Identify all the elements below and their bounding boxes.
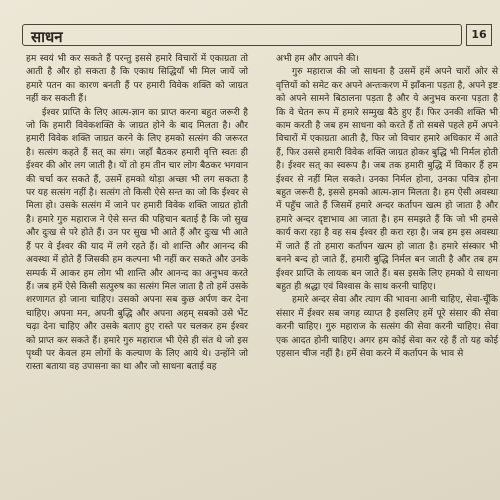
paragraph: ईश्वर प्राप्ति के लिए आत्म-ज्ञान का प्राप्त करना बहुत जरूरी है जो कि हमारी विवेकशक्ति के जाग्रत होने के बाद मिलता है। और हमारी विवेक शक्ति जाग्रत करने के लिए हमको सत्संग की जरूरत है। सत्संग कहते हैं सत् का संग। जहाँ बैठकर हमारी वृत्ति स्वतः ही ईश्वर की ओर लग जाती है। यों तो हम तीन चार लोग बैठकर भगवान की चर्चा कर सकते हैं, उसमें हमको थोड़ा अच्छा भी लग सकता है पर यह सत्संग नहीं है। सत्संग तो किसी ऐसे सन्त का जो कि ईश्वर से मिला हो। उसके सत्संग में जाने पर हमारी विवेक शक्ति जाग्रत होती है। हमारे गुरु महाराज ने ऐसे सन्त की पहिचान बताई है कि जो सुख और दुःख से परे होते हैं। उन पर सुख भी आते हैं और दुःख भी आते हैं पर वे ईश्वर की याद में लगे रहते हैं। वो शान्ति और आनन्द की अवस्था में होते हैं जिसकी हम कल्पना भी नहीं कर सकते और उनके सम्पर्क में आकर हम लोग भी शान्ति और आनन्द का अनुभव करते हैं। जब हमें ऐसे किसी सत्पुरुष का सत्संग मिल जाता है तो हमें उसके शरणागत हो जाना चाहिए। उसको अपना सब कुछ अर्पण कर देना चाहिए। अपना मन, अपनी बुद्धि और अपना अहम् सबको उसे भेंट चढ़ा देना चाहिए और उसके बताए हुए रास्ते पर चलकर हम ईश्वर को प्राप्त कर सकते हैं। हमारे गुरु महाराज भी ऐसे ही संत थे जो इस पृथ्वी पर केवल हम लोगों के कल्याण के लिए आये थे। उन्होंने जो रास्ता बताया वह उपासना का था और जो साधना बताई वह <box>26 107 248 373</box>
page-header <box>22 24 492 48</box>
chapter-title: साधन <box>31 28 63 46</box>
left-column <box>26 53 248 375</box>
paragraph: हमारे अन्दर सेवा और त्याग की भावना आनी चाहिए, सेवा-चूँकि संसार में ईश्वर सब जगह व्याप्त है इसलिए हमें पूरे संसार की सेवा करनी चाहिए। गुरु महाराज के सत्संग की सेवा करनी चाहिए। सेवा एक आदत होनी चाहिए। अगर हम कोई सेवा कर रहे हैं तो यह कोई एहसान चीज नहीं है। हमें सेवा करने में कर्तापन के भाव से <box>276 295 498 359</box>
paragraph: गुरु महाराज की जो साधना है उसमें हमें अपने चारों ओर से वृत्तियों को समेट कर अपने अन्तःकरण में झाँकना पड़ता है, अपने इष्ट को अपने सामने बिठालना पड़ता है और ये अनुभव करना पड़ता है कि वे चेतन रूप में हमारे सम्मुख बैठे हुए हैं। फिर उनकी शक्ति भी काम करती है जब हम साधना को करते हैं तो सबसे पहले हमें अपने विचारों में एकाग्रता आती है, फिर जो विचार हमारे अधिकार में आते हैं, फिर उससे हमारी विवेक शक्ति जाग्रत होकर बुद्धि भी निर्मल होती है। ईश्वर सत् का स्वरूप है। जब तक हमारी बुद्धि में विकार हैं हम ईश्वर से नहीं मिल सकते। उनका निर्मल होना, उनका पवित्र होना बहुत जरूरी है, इससे हमको आत्म-ज्ञान मिलता है। हम ऐसी अवस्था में पहुँच जाते हैं जिसमें हमारे अन्दर कर्तापन खत्म हो जाता है और हमारे अन्दर दृष्टाभाव आ जाता है। हम समझते हैं कि जो भी हमसे कार्य करा रहा है वह सब ईश्वर ही करा रहा है। जब हम इस अवस्था में जाते हैं तो हमारा कर्तापन खत्म हो जाता है। हमारे संस्कार भी बनने बन्द हो जाते हैं, हमारी बुद्धि निर्मल बन जाती है और तब हम ईश्वर प्राप्ति के लायक बन जाते हैं। बस इसके लिए हमको ये साधना बहुत ही श्रद्धा एवं विश्वास के साथ करनी चाहिए। <box>276 67 498 292</box>
right-column <box>276 53 498 361</box>
header-bar <box>22 24 462 46</box>
text-columns <box>26 53 498 497</box>
page-number: 16 <box>466 24 492 46</box>
paragraph: अभी हम और आपने की। <box>276 54 359 64</box>
paragraph: हम स्वयं भी कर सकते हैं परन्तु इससे हमारे विचारों में एकाग्रता तो आती है और हो सकता है कि एकाध सिद्धियाँ भी मिल जायें जो हमारे पतन का कारण बनती हैं पर हमारी विवेक शक्ति को जाग्रत नहीं कर सकती हैं। <box>26 54 248 105</box>
